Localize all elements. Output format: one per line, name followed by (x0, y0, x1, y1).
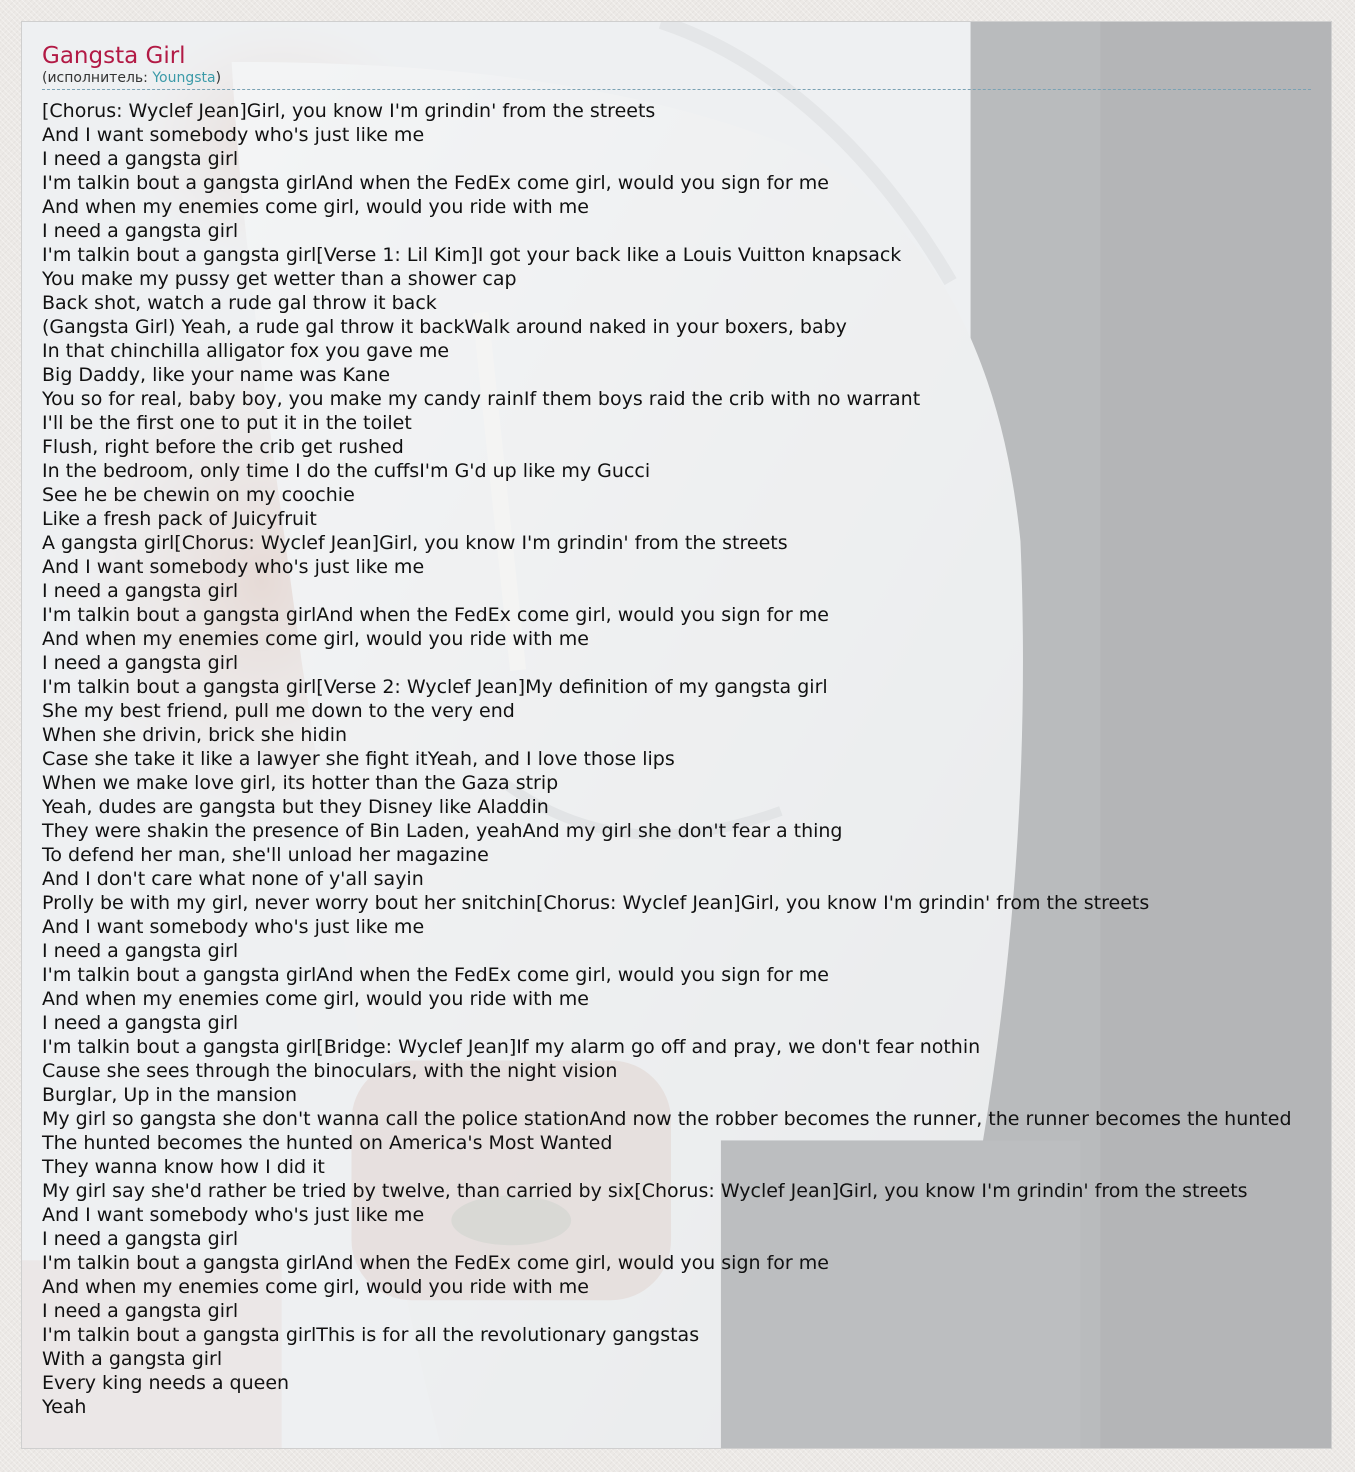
lyric-line: When she drivin, brick she hidin (42, 724, 348, 746)
lyric-line: The hunted becomes the hunted on America's Most Wanted (42, 1132, 613, 1154)
lyric-line: I'm talkin bout a gangsta girlAnd when the FedEx come girl, would you sign for me (42, 172, 829, 194)
lyric-line: I need a gangsta girl (42, 220, 239, 242)
lyric-line: I'm talkin bout a gangsta girlThis is for all the revolutionary gangstas (42, 1324, 700, 1346)
lyric-line: I'm talkin bout a gangsta girl[Bridge: Wyclef Jean]If my alarm go off and pray, we don't fear nothin (42, 1036, 981, 1058)
lyric-line: [Chorus: Wyclef Jean]Girl, you know I'm grindin' from the streets (42, 100, 656, 122)
lyric-line: Back shot, watch a rude gal throw it back (42, 292, 437, 314)
lyric-line: I'm talkin bout a gangsta girlAnd when the FedEx come girl, would you sign for me (42, 964, 829, 986)
lyric-line: (Gangsta Girl) Yeah, a rude gal throw it backWalk around naked in your boxers, baby (42, 316, 847, 338)
artist-line (42, 70, 1311, 90)
lyric-line: Flush, right before the crib get rushed (42, 436, 404, 458)
lyric-line: She my best friend, pull me down to the very end (42, 700, 515, 722)
lyric-line: Yeah (42, 1396, 87, 1418)
lyric-line: And when my enemies come girl, would you ride with me (42, 1276, 589, 1298)
artist-link[interactable]: Youngsta (152, 70, 216, 86)
lyric-line: I'm talkin bout a gangsta girlAnd when the FedEx come girl, would you sign for me (42, 604, 829, 626)
lyric-line: I need a gangsta girl (42, 1012, 239, 1034)
lyric-line: And I don't care what none of y'all sayin (42, 868, 424, 890)
lyric-line: I'm talkin bout a gangsta girl[Verse 1: Lil Kim]I got your back like a Louis Vuitton knapsack (42, 244, 902, 266)
lyric-line: And I want somebody who's just like me (42, 1204, 425, 1226)
lyrics-card (21, 21, 1332, 1449)
artist-prefix: (исполнитель: (42, 70, 153, 86)
lyric-line: I need a gangsta girl (42, 148, 239, 170)
lyric-line: A gangsta girl[Chorus: Wyclef Jean]Girl, you know I'm grindin' from the streets (42, 532, 788, 554)
lyric-line: I'm talkin bout a gangsta girl[Verse 2: Wyclef Jean]My definition of my gangsta girl (42, 676, 828, 698)
lyric-line: With a gangsta girl (42, 1348, 223, 1370)
lyric-line: I need a gangsta girl (42, 1300, 239, 1322)
lyric-line: And I want somebody who's just like me (42, 916, 425, 938)
artist-suffix: ) (215, 70, 222, 86)
lyric-line: I need a gangsta girl (42, 1228, 239, 1250)
lyric-line: And I want somebody who's just like me (42, 124, 425, 146)
lyric-line: See he be chewin on my coochie (42, 484, 355, 506)
lyric-line: Big Daddy, like your name was Kane (42, 364, 391, 386)
lyric-line: I need a gangsta girl (42, 580, 239, 602)
lyric-line: Cause she sees through the binoculars, with the night vision (42, 1060, 618, 1082)
lyric-line: I need a gangsta girl (42, 652, 239, 674)
song-title: Gangsta Girl (42, 43, 186, 69)
lyric-line: Yeah, dudes are gangsta but they Disney like Aladdin (42, 796, 549, 818)
lyric-line: They wanna know how I did it (42, 1156, 325, 1178)
lyric-line: To defend her man, she'll unload her magazine (42, 844, 489, 866)
lyric-line: And I want somebody who's just like me (42, 556, 425, 578)
lyric-line: You so for real, baby boy, you make my candy rainIf them boys raid the crib with no warrant (42, 388, 921, 410)
lyric-line: Like a fresh pack of Juicyfruit (42, 508, 317, 530)
lyrics-text (42, 99, 1311, 1419)
lyric-line: In the bedroom, only time I do the cuffsI'm G'd up like my Gucci (42, 460, 651, 482)
lyric-line: Burglar, Up in the mansion (42, 1084, 298, 1106)
song-content (22, 22, 1331, 1419)
lyric-line: My girl say she'd rather be tried by twelve, than carried by six[Chorus: Wyclef Jean]Girl, you know I'm grindin' from the streets (42, 1180, 1248, 1202)
lyric-line: And when my enemies come girl, would you ride with me (42, 628, 589, 650)
lyric-line: I'm talkin bout a gangsta girlAnd when the FedEx come girl, would you sign for me (42, 1252, 829, 1274)
lyric-line: You make my pussy get wetter than a shower cap (42, 268, 517, 290)
lyric-line: Case she take it like a lawyer she fight itYeah, and I love those lips (42, 748, 675, 770)
lyric-line: I need a gangsta girl (42, 940, 239, 962)
lyric-line: In that chinchilla alligator fox you gave me (42, 340, 450, 362)
lyric-line: They were shakin the presence of Bin Laden, yeahAnd my girl she don't fear a thing (42, 820, 843, 842)
lyric-line: Every king needs a queen (42, 1372, 290, 1394)
lyric-line: When we make love girl, its hotter than the Gaza strip (42, 772, 559, 794)
lyric-line: And when my enemies come girl, would you ride with me (42, 196, 589, 218)
lyric-line: And when my enemies come girl, would you ride with me (42, 988, 589, 1010)
lyric-line: Prolly be with my girl, never worry bout her snitchin[Chorus: Wyclef Jean]Girl, you know I'm grindin' from the streets (42, 892, 1150, 914)
lyric-line: I'll be the first one to put it in the toilet (42, 412, 412, 434)
lyric-line: My girl so gangsta she don't wanna call the police stationAnd now the robber becomes the runner, the runner becomes the hunted (42, 1108, 1292, 1130)
